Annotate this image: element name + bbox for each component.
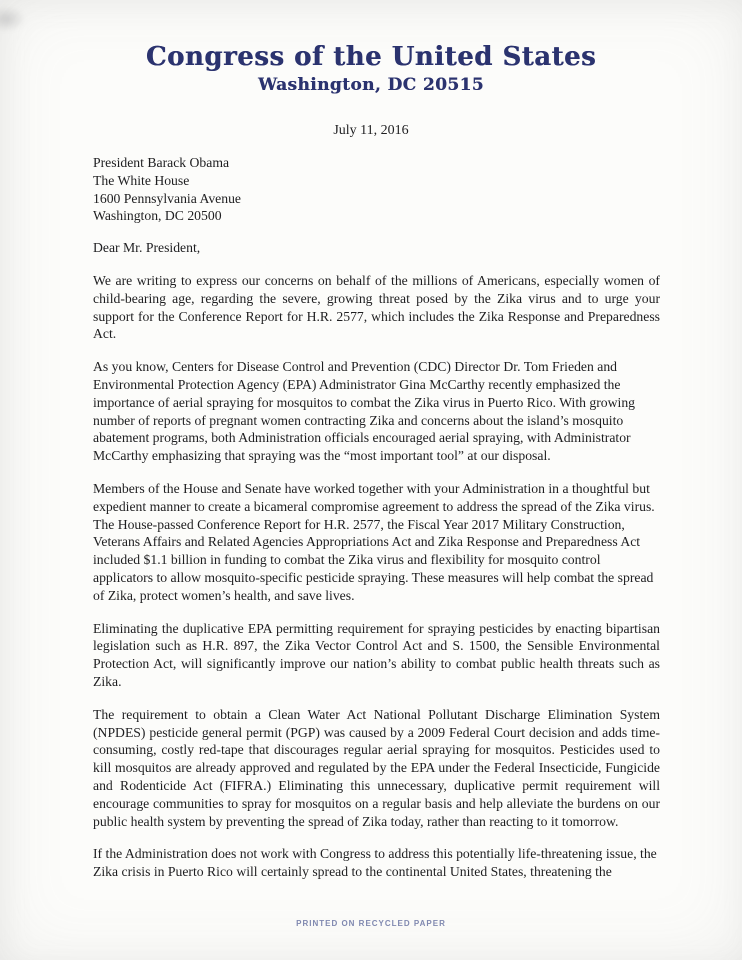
salutation: Dear Mr. President, (93, 240, 201, 256)
body-paragraph: We are writing to express our concerns on behalf of the millions of Americans, especially women of child-bearing age, regarding the severe, growing threat posed by the Zika virus and to urge your support for the Conference Report for H.R. 2577, which includes the Zika Response and Preparedness Act. (93, 272, 660, 342)
body-paragraph: Eliminating the duplicative EPA permitting requirement for spraying pesticides by enacting bipartisan legislation such as H.R. 897, the Zika Vector Control Act and S. 1500, the Sensible Environmental Protection Act, will significantly improve our nation’s ability to combat public health threats such as Zika. (93, 620, 660, 689)
recipient-address-line: 1600 Pennsylvania Avenue (93, 190, 242, 206)
letterhead-title: Congress of the United States (145, 42, 597, 72)
letterhead (0, 0, 742, 96)
body-paragraph: As you know, Centers for Disease Control and Prevention (CDC) Director Dr. Tom Frieden and Environmental Protection Agency (EPA) Administrator Gina McCarthy recently emphasized the importance of aerial spraying for mosquitos to combat the Zika virus in Puerto Rico. With growing number of reports of pregnant women contracting Zika and concerns about the island’s mosquito abatement programs, both Administration officials encouraged aerial spraying, with Administrator McCarthy emphasizing that spraying was the “most important tool” at our disposal. (93, 359, 636, 464)
recycled-paper-note: PRINTED ON RECYCLED PAPER (296, 919, 446, 928)
recipient-address-line: The White House (93, 172, 190, 188)
letter-body (0, 154, 742, 881)
body-paragraph: Members of the House and Senate have worked together with your Administration in a thoughtful but expedient manner to create a bicameral compromise agreement to address the spread of the Zika virus. The House-passed Conference Report for H.R. 2577, the Fiscal Year 2017 Military Construction, Veterans Affairs and Related Agencies Appropriations Act and Zika Response and Preparedness Act included $1.1 billion in funding to combat the Zika virus and flexibility for mosquito control applicators to allow mosquito-specific pesticide spraying. These measures will help combat the spread of Zika, protect women’s health, and save lives. (93, 480, 655, 603)
date-line: July 11, 2016 (333, 123, 409, 138)
body-paragraph: If the Administration does not work with Congress to address this potentially life-threatening issue, the Zika crisis in Puerto Rico will certainly spread to the continental United States, threatening the (93, 846, 657, 880)
letterhead-address: Washington, DC 20515 (258, 75, 484, 95)
recipient-name-line: President Barack Obama (93, 155, 230, 170)
recipient-address-line: Washington, DC 20500 (93, 208, 222, 224)
body-paragraph: The requirement to obtain a Clean Water Act National Pollutant Discharge Elimination System (NPDES) pesticide general permit (PGP) was caused by a 2009 Federal Court decision and adds time-consuming, costly red-tape that discourages regular aerial spraying for mosquitos. Pesticides used to kill mosquitos are already approved and regulated by the EPA under the Federal Insecticide, Fungicide and Rodenticide Act (FIFRA.) Eliminating this unnecessary, duplicative permit requirement will encourage communities to spray for mosquitos on a regular basis and help alleviate the burdens on our public health system by preventing the spread of Zika today, rather than reacting to it tomorrow. (93, 706, 660, 829)
recipient-address-block (93, 154, 660, 225)
